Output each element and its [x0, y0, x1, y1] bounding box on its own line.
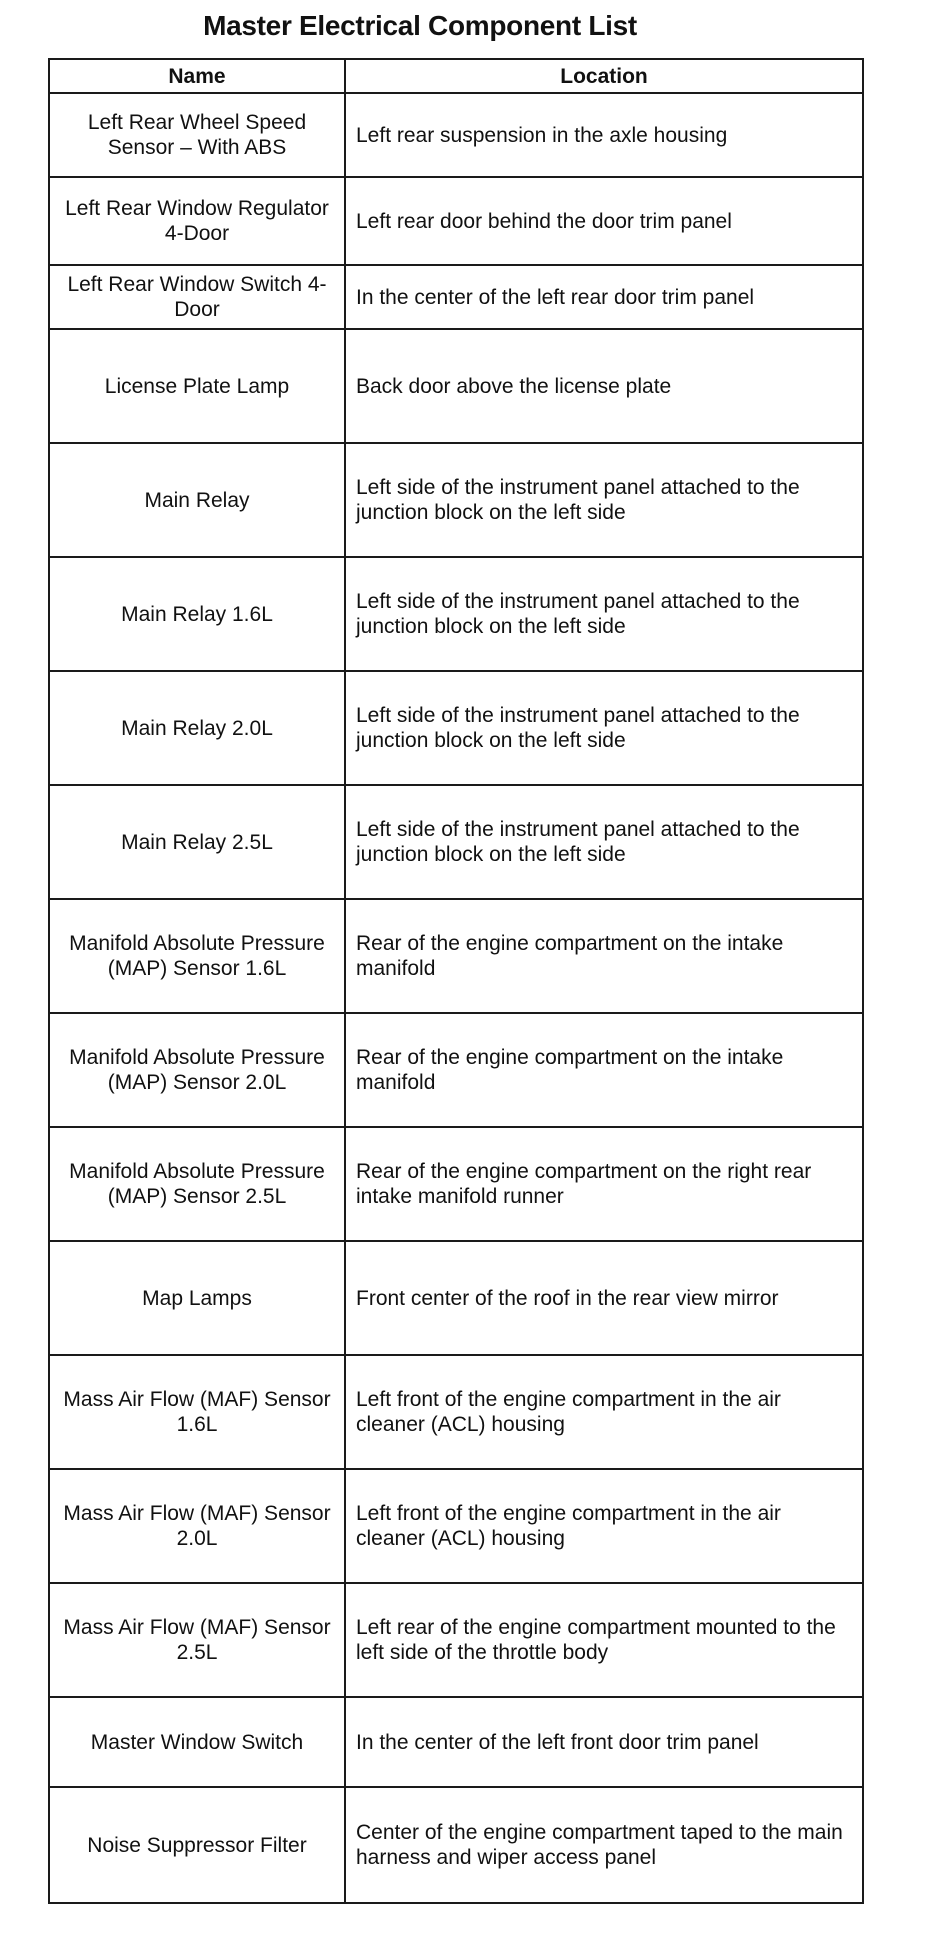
column-header-location: Location — [345, 59, 863, 93]
component-name: Main Relay 2.5L — [49, 785, 345, 899]
component-location: Left rear door behind the door trim panel — [345, 177, 863, 265]
component-location: Rear of the engine compartment on the right rear intake manifold runner — [345, 1127, 863, 1241]
component-location: Left rear suspension in the axle housing — [345, 93, 863, 177]
table-row — [49, 265, 863, 329]
component-location: Center of the engine compartment taped to the main harness and wiper access panel — [345, 1787, 863, 1903]
component-location: Left side of the instrument panel attached to the junction block on the left side — [345, 443, 863, 557]
table-row — [49, 557, 863, 671]
component-location: Left side of the instrument panel attached to the junction block on the left side — [345, 557, 863, 671]
component-name: Main Relay — [49, 443, 345, 557]
column-header-name: Name — [49, 59, 345, 93]
component-name: License Plate Lamp — [49, 329, 345, 443]
component-name: Main Relay 2.0L — [49, 671, 345, 785]
component-name: Mass Air Flow (MAF) Sensor 1.6L — [49, 1355, 345, 1469]
table-row — [49, 1469, 863, 1583]
table-row — [49, 1787, 863, 1903]
table-row — [49, 93, 863, 177]
table-row — [49, 899, 863, 1013]
table-row — [49, 1241, 863, 1355]
table-row — [49, 1127, 863, 1241]
table-row — [49, 177, 863, 265]
component-location: Back door above the license plate — [345, 329, 863, 443]
table-row — [49, 329, 863, 443]
component-table — [48, 58, 864, 1904]
component-name: Map Lamps — [49, 1241, 345, 1355]
component-location: Left rear of the engine compartment mounted to the left side of the throttle body — [345, 1583, 863, 1697]
component-name: Manifold Absolute Pressure (MAP) Sensor 1.6L — [49, 899, 345, 1013]
component-location: In the center of the left front door trim panel — [345, 1697, 863, 1787]
table-row — [49, 443, 863, 557]
table-row — [49, 785, 863, 899]
component-location: Left front of the engine compartment in the air cleaner (ACL) housing — [345, 1469, 863, 1583]
component-name: Left Rear Wheel Speed Sensor – With ABS — [49, 93, 345, 177]
component-location: Left side of the instrument panel attached to the junction block on the left side — [345, 785, 863, 899]
page-title: Master Electrical Component List — [203, 10, 637, 41]
component-location: Front center of the roof in the rear view mirror — [345, 1241, 863, 1355]
component-location: In the center of the left rear door trim panel — [345, 265, 863, 329]
component-name: Manifold Absolute Pressure (MAP) Sensor 2.5L — [49, 1127, 345, 1241]
component-location: Left side of the instrument panel attached to the junction block on the left side — [345, 671, 863, 785]
component-name: Mass Air Flow (MAF) Sensor 2.5L — [49, 1583, 345, 1697]
table-row — [49, 1583, 863, 1697]
component-name: Master Window Switch — [49, 1697, 345, 1787]
table-row — [49, 1355, 863, 1469]
component-name: Left Rear Window Switch 4-Door — [49, 265, 345, 329]
header-row — [49, 59, 863, 93]
component-name: Mass Air Flow (MAF) Sensor 2.0L — [49, 1469, 345, 1583]
component-location: Left front of the engine compartment in the air cleaner (ACL) housing — [345, 1355, 863, 1469]
component-location: Rear of the engine compartment on the intake manifold — [345, 1013, 863, 1127]
component-location: Rear of the engine compartment on the intake manifold — [345, 899, 863, 1013]
component-name: Left Rear Window Regulator 4-Door — [49, 177, 345, 265]
table-row — [49, 1697, 863, 1787]
component-name: Noise Suppressor Filter — [49, 1787, 345, 1903]
component-name: Manifold Absolute Pressure (MAP) Sensor 2.0L — [49, 1013, 345, 1127]
table-row — [49, 1013, 863, 1127]
table-row — [49, 671, 863, 785]
component-name: Main Relay 1.6L — [49, 557, 345, 671]
